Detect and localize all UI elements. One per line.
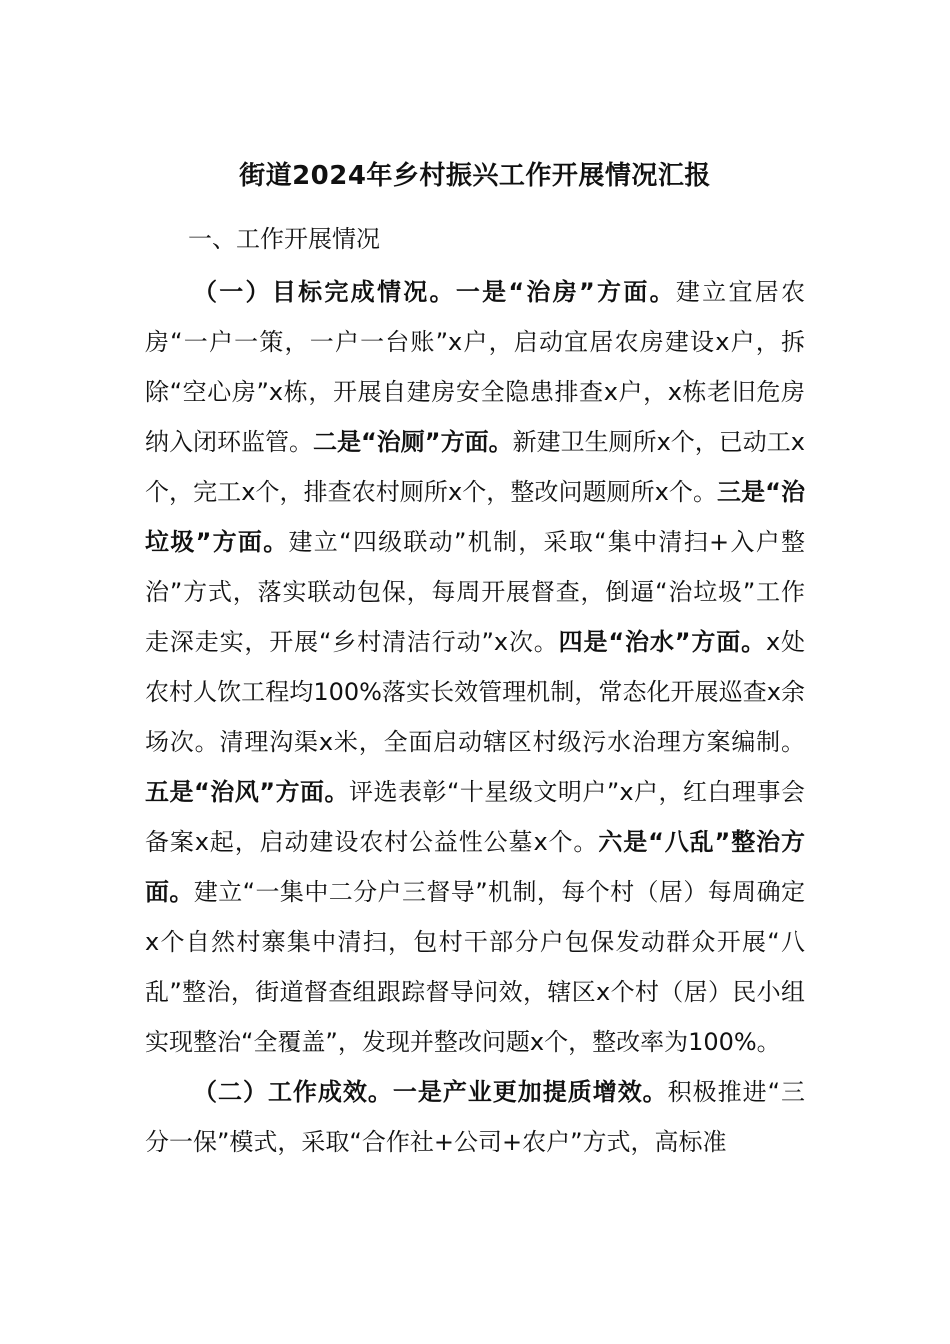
document-title: 街道2024年乡村振兴工作开展情况汇报 bbox=[239, 161, 711, 191]
point-text-housing: 建立宜居农房“一户一策，一户一台账”x户，启动宜居农房建设x户，拆除“空心房”x栋，开展自建房安全隐患排查x户，x栋老旧危房纳入闭环监管。 bbox=[145, 278, 806, 456]
paragraph-lead: （一）目标完成情况。 bbox=[193, 278, 456, 306]
point-text-customs: 评选表彰“十星级文明户”x户，红白理事会备案x起，启动建设农村公益性公墓x个。 bbox=[145, 778, 806, 856]
point-text-industry: 积极推进“三分一保”模式，采取“合作社+公司+农户”方式，高标准 bbox=[145, 1078, 806, 1156]
point-label-housing: 一是“治房”方面。 bbox=[455, 278, 676, 306]
point-text-garbage: 建立“四级联动”机制，采取“集中清扫+入户整治”方式，落实联动包保，每周开展督查，倒逼“治垃圾”工作走深走实，开展“乡村清洁行动”x次。 bbox=[145, 528, 805, 656]
point-text-toilet: 新建卫生厕所x个，已动工x个，完工x个，排查农村厕所x个，整改问题厕所x个。 bbox=[145, 428, 806, 506]
section-heading: 一、工作开展情况 bbox=[188, 225, 380, 253]
point-label-industry: 一是产业更加提质增效。 bbox=[392, 1078, 668, 1106]
point-label-garbage: 三是“治垃圾”方面。 bbox=[145, 478, 805, 556]
point-label-customs: 五是“治风”方面。 bbox=[145, 778, 350, 806]
paragraph-work-results bbox=[145, 1067, 805, 1167]
point-label-toilet: 二是“治厕”方面。 bbox=[313, 428, 513, 456]
point-label-water: 四是“治水”方面。 bbox=[558, 628, 766, 656]
paragraph-lead: （二）工作成效。 bbox=[193, 1078, 393, 1106]
point-text-eight-disorders: 建立“一集中二分户三督导”机制，每个村（居）每周确定x个自然村寨集中清扫，包村干部分户包保发动群众开展“八乱”整治，街道督查组跟踪督导问效，辖区x个村（居）民小组实现整治“全覆盖”，发现并整改问题x个，整改率为100%。 bbox=[145, 878, 805, 1056]
point-label-eight-disorders: 六是“八乱”整治方面。 bbox=[145, 828, 805, 906]
document-body bbox=[145, 267, 805, 1167]
paragraph-target-completion bbox=[145, 267, 805, 1067]
point-text-water: x处农村人饮工程均100%落实长效管理机制，常态化开展巡查x余场次。清理沟渠x米，全面启动辖区村级污水治理方案编制。 bbox=[145, 628, 806, 756]
